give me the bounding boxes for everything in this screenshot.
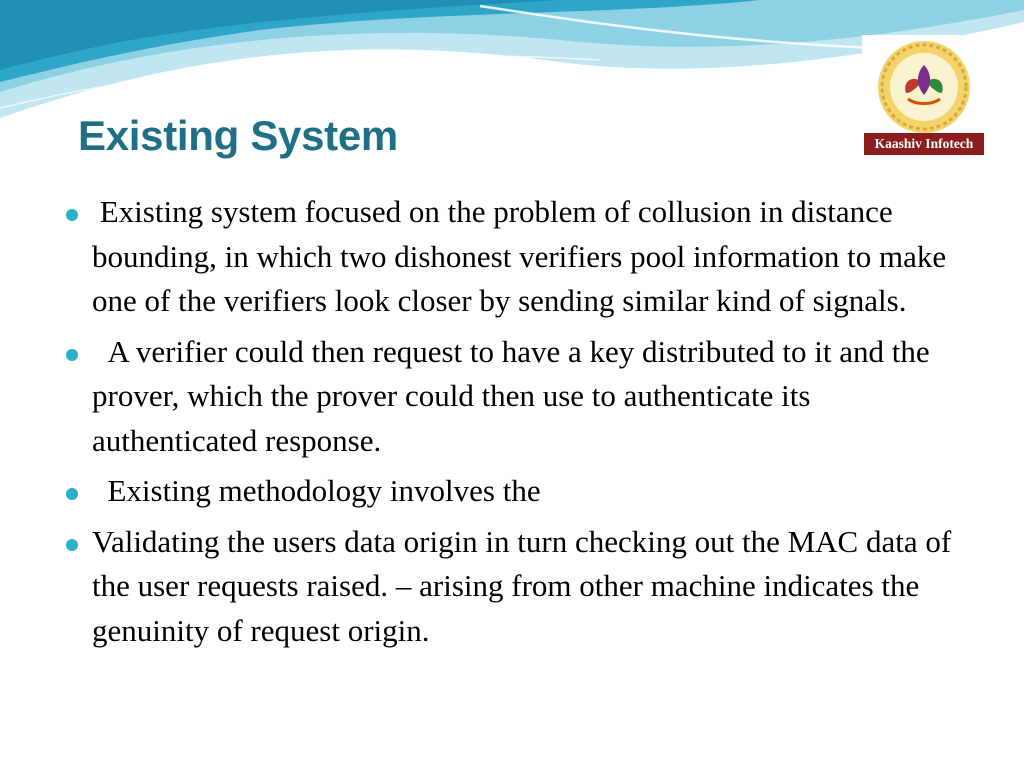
bullet-item: [60, 330, 980, 464]
bullet-list: [60, 190, 980, 659]
bullet-text: Existing system focused on the problem of collusion in distance bounding, in which two dishonest verifiers pool information to make one of the verifiers look closer by sending similar kind of signals.: [92, 194, 947, 318]
bullet-item: [60, 190, 980, 324]
company-logo: [862, 35, 986, 159]
bullet-dot-icon: [66, 349, 78, 361]
bullet-text: A verifier could then request to have a key distributed to it and the prover, which the prover could then use to authenticate its authenticated response.: [92, 333, 930, 458]
bullet-text: Validating the users data origin in turn checking out the MAC data of the user requests raised. – arising from other machine indicates the genuinity of request origin.: [92, 523, 952, 648]
logo-label: Kaashiv Infotech: [864, 133, 984, 155]
bullet-dot-icon: [66, 209, 78, 221]
bullet-dot-icon: [66, 539, 78, 551]
bullet-item: [60, 469, 980, 514]
bullet-text: Existing methodology involves the: [92, 473, 541, 508]
bullet-dot-icon: [66, 488, 78, 500]
slide-title: Existing System: [78, 112, 398, 159]
bullet-item: [60, 520, 980, 654]
